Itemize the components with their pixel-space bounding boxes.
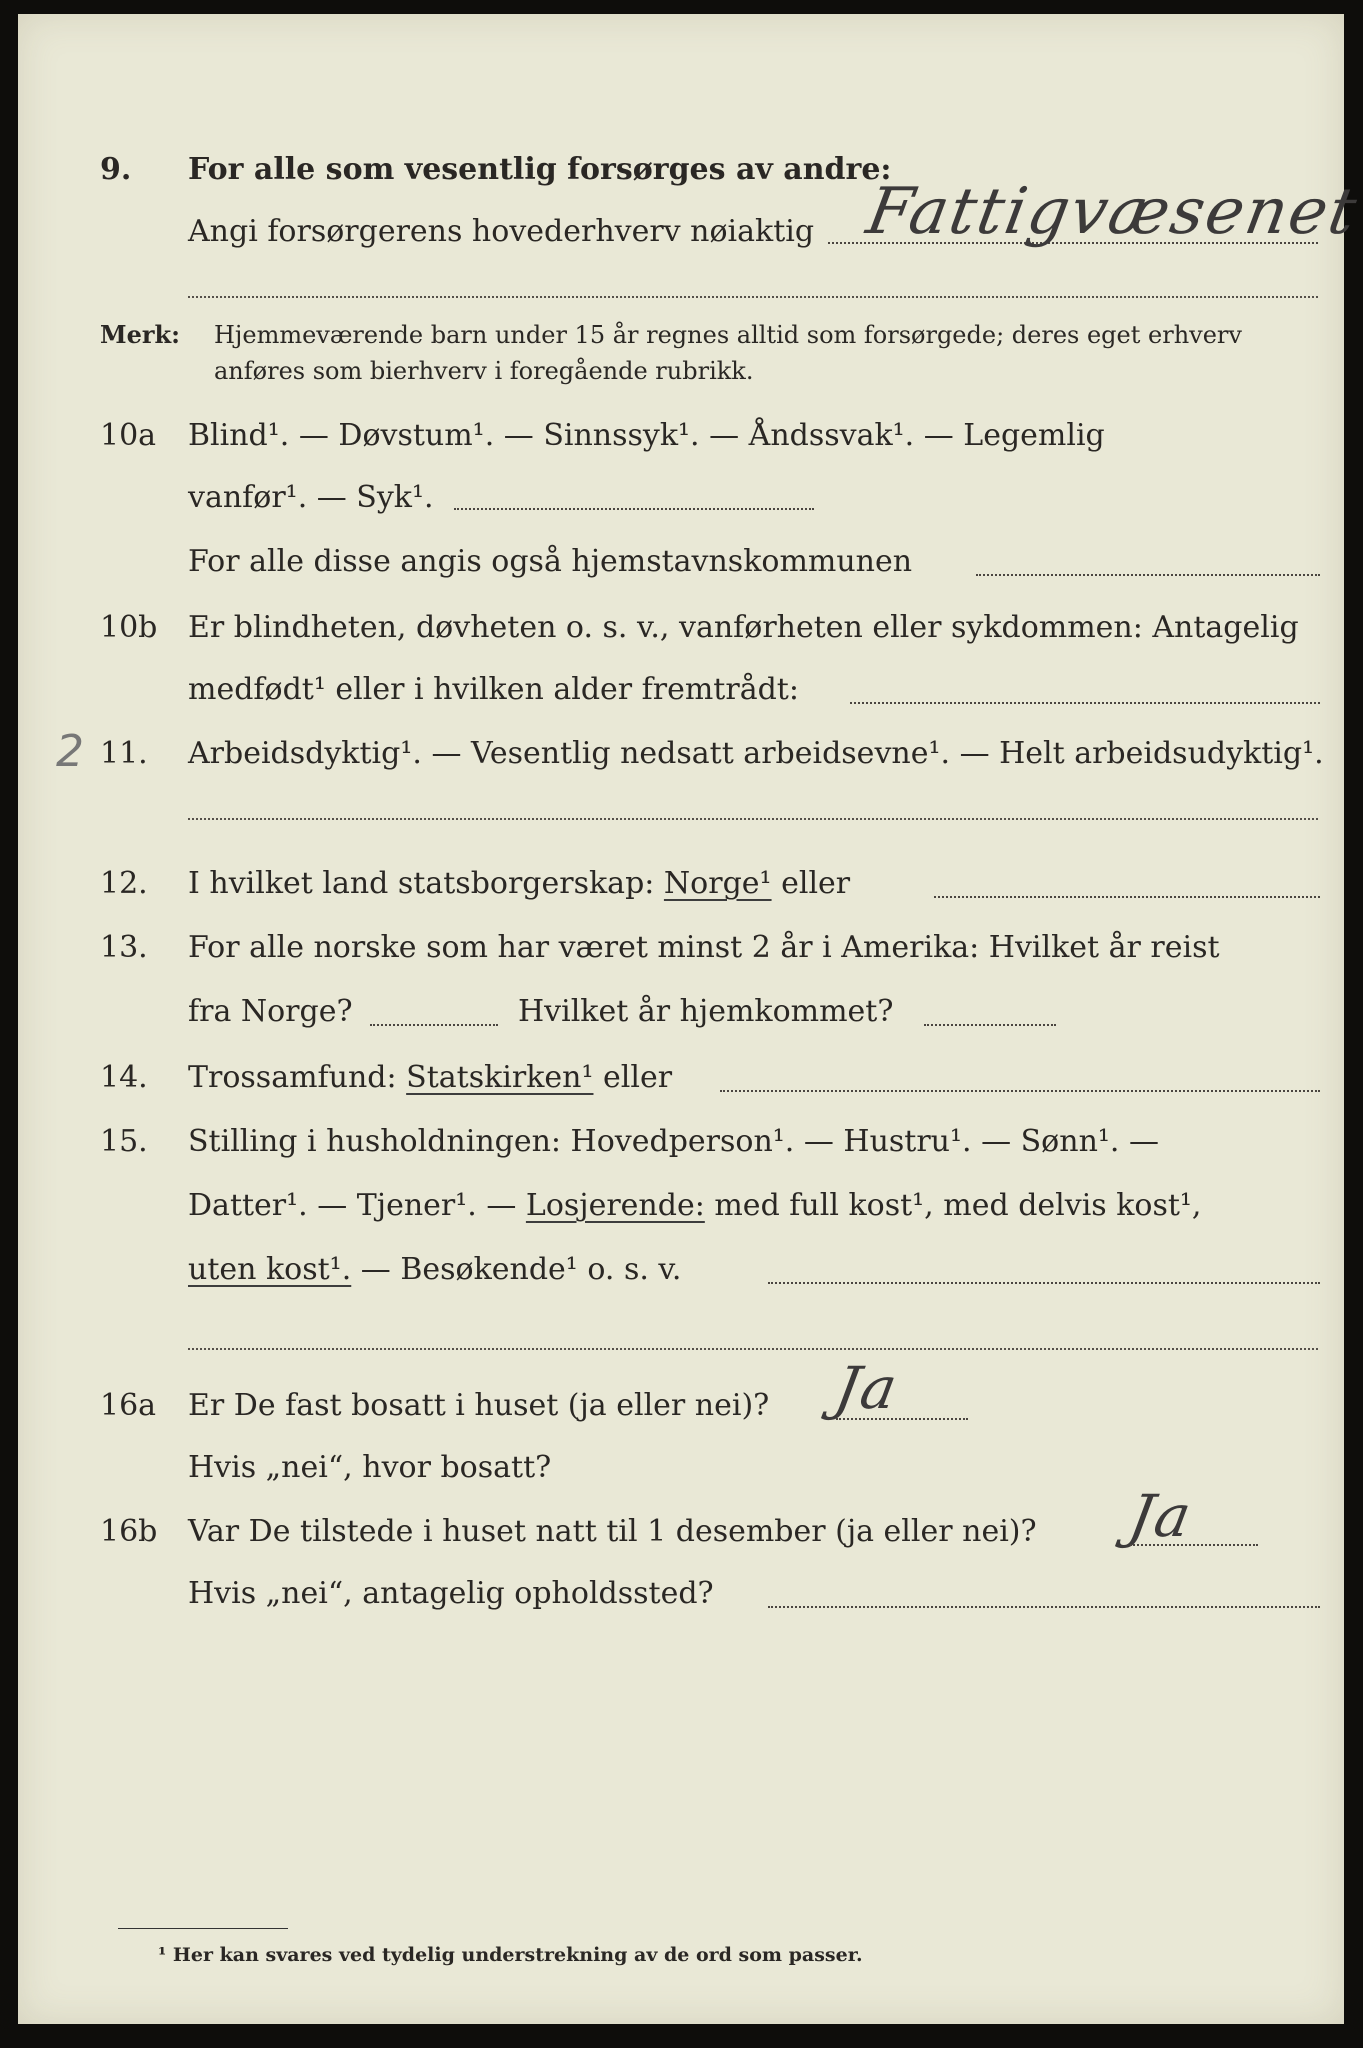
q13-line-1: For alle norske som har været minst 2 år i Amerika: Hvilket år reist: [188, 930, 1220, 965]
q12-answer-line: [934, 896, 1320, 898]
q13-line-2a: fra Norge?: [188, 994, 353, 1029]
q14-suffix: eller: [593, 1060, 673, 1095]
q16b-number: 16b: [100, 1514, 158, 1549]
q13-departure-year-line: [370, 1024, 498, 1026]
q14-line: [188, 1060, 672, 1096]
q12-option-norge: Norge¹: [663, 866, 772, 901]
q15-line-2-post: med full kost¹, med delvis kost¹,: [704, 1188, 1202, 1223]
q15-line-2: [188, 1188, 1201, 1224]
q10b-answer-line: [850, 702, 1320, 704]
q9-question: Angi forsørgerens hovederhverv nøiaktig: [188, 214, 815, 249]
census-form-page: [18, 14, 1363, 2024]
q12-suffix: eller: [771, 866, 851, 901]
q15-option-losjerende: Losjerende:: [525, 1188, 705, 1223]
q15-option-uten-kost: uten kost¹.: [188, 1252, 352, 1287]
q9-number: 9.: [100, 152, 132, 187]
q14-option-statskirken: Statskirken¹: [406, 1060, 594, 1095]
q10b-line-1: Er blindheten, døvheten o. s. v., vanførheten eller sykdommen: Antagelig: [188, 610, 1299, 645]
q16b-answer-line: [1130, 1544, 1258, 1546]
q12-question: I hvilket land statsborgerskap:: [188, 866, 664, 901]
q14-question: Trossamfund:: [188, 1060, 407, 1095]
q9-handwritten-answer: Fattigvæsenet: [861, 175, 1363, 249]
q10a-home-municipality-line: [976, 574, 1320, 576]
q11-line-1: Arbeidsdyktig¹. — Vesentlig nedsatt arbeidsevne¹. — Helt arbeidsudyktig¹.: [188, 736, 1324, 771]
q9-heading: For alle som vesentlig forsørges av andre:: [188, 152, 892, 187]
q10a-number: 10a: [100, 418, 157, 453]
q13-line-2b: Hvilket år hjemkommet?: [518, 994, 894, 1029]
q10b-number: 10b: [100, 610, 158, 645]
q10b-line-2: medfødt¹ eller i hvilken alder fremtrådt:: [188, 672, 799, 707]
pencil-mark: 2: [56, 726, 84, 777]
q15-line-3-post: — Besøkende¹ o. s. v.: [351, 1252, 682, 1287]
q16a-line-1: Er De fast bosatt i huset (ja eller nei)?: [188, 1388, 770, 1423]
q13-number: 13.: [100, 930, 148, 965]
q12-number: 12.: [100, 866, 148, 901]
q10a-line-1: [188, 418, 1318, 454]
q15-line-1: Stilling i husholdningen: Hovedperson¹. — Hustru¹. — Sønn¹. —: [188, 1124, 1159, 1159]
q11-extra-line: [188, 818, 1318, 820]
q16b-line-1: Var De tilstede i huset natt til 1 desember (ja eller nei)?: [188, 1514, 1037, 1549]
q16b-line-2: Hvis „nei“, antagelig opholdssted?: [188, 1576, 714, 1611]
note-line-1: Hjemmeværende barn under 15 år regnes alltid som forsørgede; deres eget erhverv: [214, 321, 1242, 349]
q15-line-3: [188, 1252, 681, 1288]
note-line-2: anføres som bierhverv i foregående rubrikk.: [214, 357, 754, 385]
q12-line: [188, 866, 850, 902]
note-label: Merk:: [100, 320, 180, 349]
q9-extra-line: [188, 296, 1318, 298]
q10a-line-3: For alle disse angis også hjemstavnskommunen: [188, 544, 913, 579]
q16a-line-2: Hvis „nei“, hvor bosatt?: [188, 1450, 552, 1485]
footnote-rule: [118, 1928, 288, 1929]
q11-number: 11.: [100, 736, 148, 771]
q14-number: 14.: [100, 1060, 148, 1095]
footnote: ¹ Her kan svares ved tydelig understrekning av de ord som passer.: [158, 1944, 863, 1966]
q16a-answer-line: [836, 1418, 968, 1420]
q16b-handwritten-answer: Ja: [1124, 1482, 1198, 1550]
q15-answer-line: [768, 1282, 1320, 1284]
q15-extra-line: [188, 1348, 1318, 1350]
q16a-handwritten-answer: Ja: [830, 1354, 904, 1422]
q10a-line-1-text: Blind¹. — Døvstum¹. — Sinnssyk¹. — Åndssvak¹. — Legemlig: [188, 418, 1105, 453]
q15-number: 15.: [100, 1124, 148, 1159]
q13-return-year-line: [924, 1024, 1056, 1026]
q14-answer-line: [720, 1090, 1320, 1092]
q10a-line-2: vanfør¹. — Syk¹.: [188, 480, 434, 515]
q15-line-2-pre: Datter¹. — Tjener¹. —: [188, 1188, 526, 1223]
q10a-answer-line: [454, 508, 814, 510]
q16b-answer-line-2: [768, 1606, 1320, 1608]
q16a-number: 16a: [100, 1388, 157, 1423]
